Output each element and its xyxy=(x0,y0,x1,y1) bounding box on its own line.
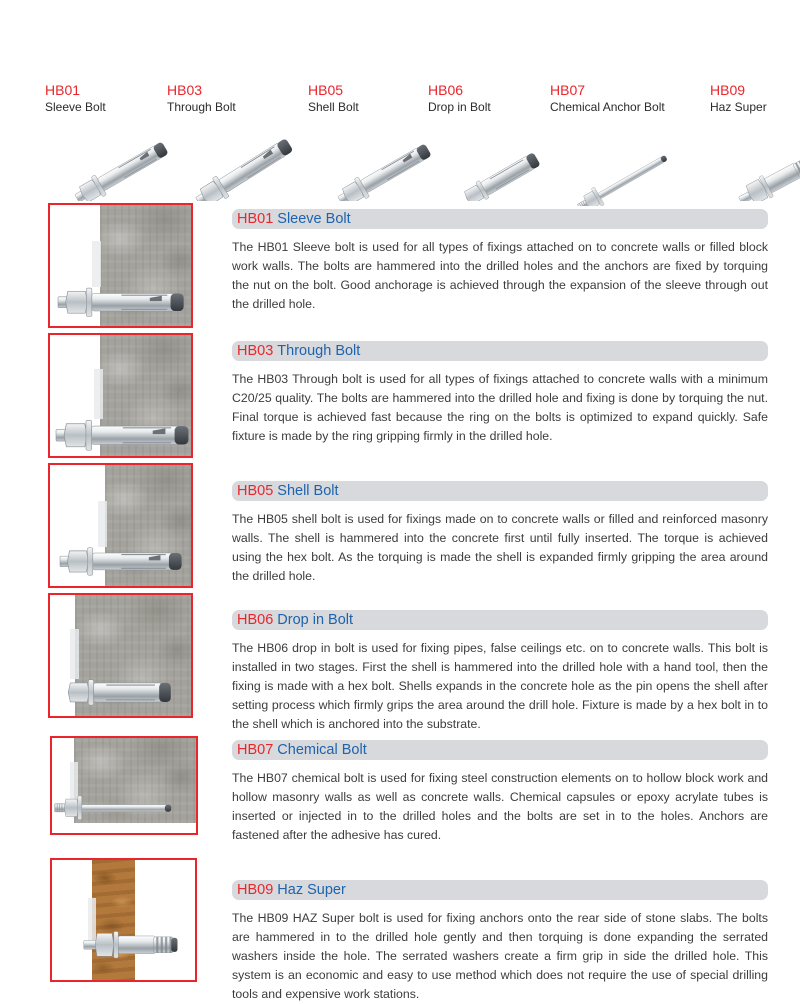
hb01-installed-photo xyxy=(48,203,193,328)
section-title: Shell Bolt xyxy=(277,483,339,499)
chemical-bolt-installed-icon xyxy=(52,738,196,833)
product-name: Haz Super xyxy=(710,100,767,114)
gallery-item-hb07 xyxy=(550,82,682,206)
sleeve-bolt-icon xyxy=(45,121,170,201)
drop-in-bolt-installed-icon xyxy=(50,595,191,716)
through-bolt-installed-icon xyxy=(50,335,191,456)
sleeve-bolt-installed-icon xyxy=(50,205,191,326)
section-code: HB07 xyxy=(237,742,274,758)
gallery-item-hb01 xyxy=(45,82,177,201)
section-header xyxy=(232,740,768,760)
section-title: Sleeve Bolt xyxy=(277,211,351,227)
product-name: Chemical Anchor Bolt xyxy=(550,100,665,114)
product-code: HB07 xyxy=(550,82,586,98)
gallery-item-hb03 xyxy=(167,82,299,201)
section-hb01 xyxy=(232,209,768,314)
section-body: The HB07 chemical bolt is used for fixing steel construction elements on to hollow block work and hollow masonry walls as well as concrete walls. Chemical capsules or epoxy acrylate tubes is inserted or injected in to the drilled holes and the bolts are set in to the holes. Anchors are fastened after the adhesive has cured. xyxy=(232,771,768,842)
hb05-installed-photo xyxy=(48,463,193,588)
section-header xyxy=(232,481,768,501)
hb03-installed-photo xyxy=(48,333,193,458)
haz-super-installed-icon xyxy=(52,860,195,980)
section-header xyxy=(232,880,768,900)
section-header xyxy=(232,610,768,630)
gallery-item-hb06 xyxy=(428,82,560,201)
product-name: Shell Bolt xyxy=(308,100,359,114)
shell-bolt-icon xyxy=(308,121,433,201)
section-body: The HB06 drop in bolt is used for fixing pipes, false ceilings etc. on to concrete walls. This bolt is installed in two stages. First the shell is hammered into the drilled hole with a hand tool, then the fixing is made with a hex bolt. Shells expands in the concrete hole as the pin opens the shell after setting process which firmly grips the area around the drill hole. Fixture is made by a hex bolt in to the shell which is anchored into the substrate. xyxy=(232,641,768,731)
hb09-installed-photo xyxy=(50,858,197,982)
section-body: The HB05 shell bolt is used for fixings made on to concrete walls or filled and reinforced masonry walls. The shell is hammered into the concrete first until fully inserted. The torque is achieved using the hex bolt. As the torquing is made the shell is expanded firmly gripping the area around the drilled hole. xyxy=(232,512,768,583)
section-title: Haz Super xyxy=(277,882,346,898)
section-title: Drop in Bolt xyxy=(277,612,354,628)
hb06-installed-photo xyxy=(48,593,193,718)
chemical-anchor-bolt-icon xyxy=(550,121,690,206)
section-body: The HB03 Through bolt is used for all types of fixings attached to concrete walls with a minimum C20/25 quality. The bolts are hammered into the drilled hole and fixing is done by torquing the nut. Final torque is achieved fast because the ring on the bolts is optimized to expand quickly. Safe fixture is made by the ring gripping firmly in the drilled hole. xyxy=(232,372,768,443)
hb07-installed-photo xyxy=(50,736,198,835)
section-header xyxy=(232,341,768,361)
section-code: HB01 xyxy=(237,211,274,227)
product-code: HB05 xyxy=(308,82,344,98)
section-header xyxy=(232,209,768,229)
product-code: HB03 xyxy=(167,82,203,98)
product-code: HB01 xyxy=(45,82,81,98)
product-name: Through Bolt xyxy=(167,100,236,114)
section-hb05 xyxy=(232,481,768,586)
drop-in-bolt-icon xyxy=(428,121,553,201)
section-code: HB03 xyxy=(237,343,274,359)
through-bolt-icon xyxy=(167,121,292,201)
section-hb06 xyxy=(232,610,768,734)
section-code: HB05 xyxy=(237,483,274,499)
product-name: Sleeve Bolt xyxy=(45,100,106,114)
haz-super-bolt-icon xyxy=(710,121,800,201)
product-code: HB09 xyxy=(710,82,746,98)
section-hb07 xyxy=(232,740,768,845)
section-body: The HB01 Sleeve bolt is used for all types of fixings attached on to concrete walls or filled block work walls. The bolts are hammered into the drilled holes and the anchors are fixed by torquing the nut on the bolt. Good anchorage is achieved through the expansion of the sleeve through out the drilled hole. xyxy=(232,240,768,311)
product-name: Drop in Bolt xyxy=(428,100,491,114)
section-hb09 xyxy=(232,880,768,1004)
section-hb03 xyxy=(232,341,768,446)
section-code: HB06 xyxy=(237,612,274,628)
shell-bolt-installed-icon xyxy=(50,465,191,586)
product-code: HB06 xyxy=(428,82,464,98)
section-title: Through Bolt xyxy=(277,343,361,359)
gallery-item-hb09 xyxy=(710,82,800,201)
section-title: Chemical Bolt xyxy=(277,742,367,758)
section-code: HB09 xyxy=(237,882,274,898)
gallery-item-hb05 xyxy=(308,82,440,201)
section-body: The HB09 HAZ Super bolt is used for fixing anchors onto the rear side of stone slabs. The bolts are hammered in to the drilled hole gently and then torquing is done expanding the serrated washers inside the hole. The serrated washers create a firm grip in side the drilled hole. This system is an economic and easy to use method which does not require the use of special drilling tools and expensive work stations. xyxy=(232,911,768,1001)
